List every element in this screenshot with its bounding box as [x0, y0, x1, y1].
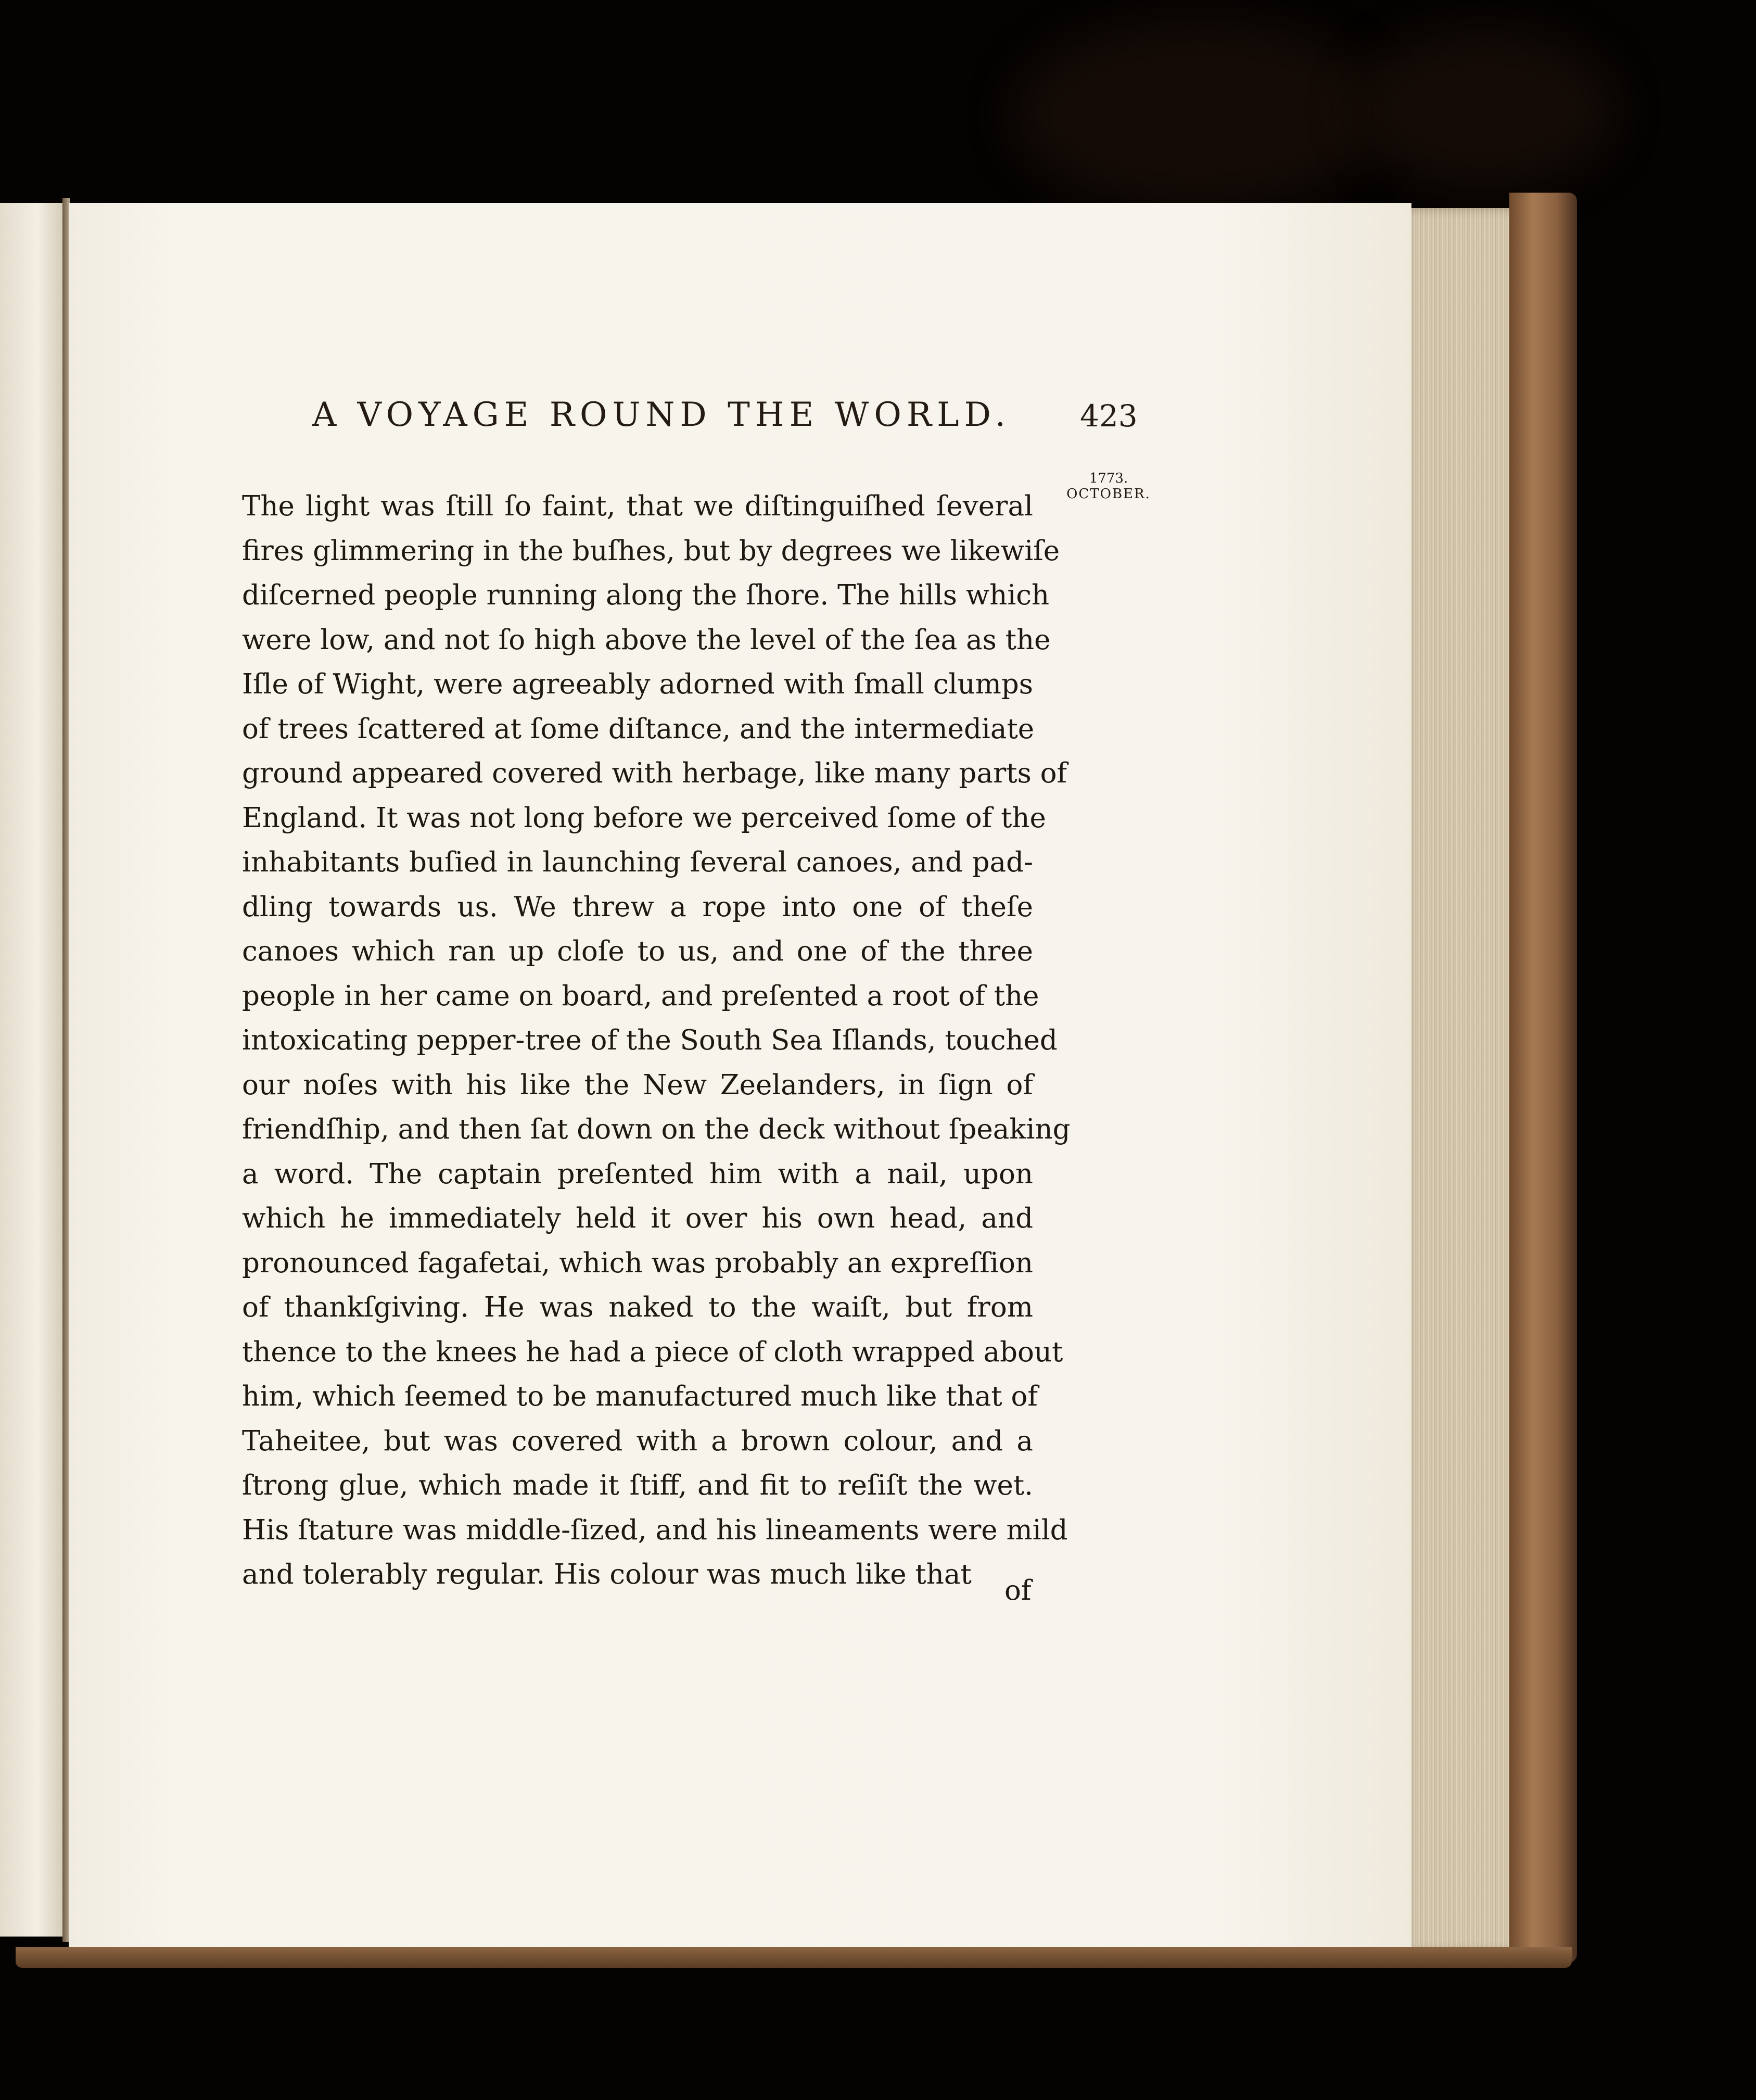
- text-line: people in her came on board, and preſented a root of the: [242, 980, 1039, 1012]
- catchword: of: [1004, 1575, 1032, 1606]
- leather-cover: [1509, 193, 1577, 1963]
- text-line: Iſle of Wight, were agreeably adorned with ſmall clumps: [242, 668, 1033, 700]
- text-line: Taheitee, but was covered with a brown colour, and a: [242, 1425, 1033, 1457]
- body-text: [242, 484, 1071, 1597]
- page-block-edges: [1411, 208, 1526, 1952]
- text-line: pronounced fagafetai, which was probably an expreſſion: [242, 1247, 1033, 1279]
- text-line: which he immediately held it over his own head, and: [242, 1203, 1033, 1234]
- running-title: A VOYAGE ROUND THE WORLD.: [312, 396, 1011, 434]
- text-line: inhabitants buſied in launching ſeveral canoes, and pad-: [242, 846, 1033, 878]
- text-line: The light was ſtill ſo faint, that we diſtinguiſhed ſeveral: [242, 490, 1033, 522]
- text-line: fires glimmering in the buſhes, but by degrees we likewiſe: [242, 535, 1060, 567]
- left-page-edge: [0, 203, 66, 1937]
- text-line: canoes which ran up cloſe to us, and one of the three: [242, 935, 1033, 967]
- text-line: His ſtature was middle-ſized, and his lineaments were mild: [242, 1514, 1068, 1546]
- text-line: ground appeared covered with herbage, like many parts of: [242, 757, 1067, 789]
- marginal-year: 1773.: [1089, 471, 1128, 486]
- text-line: dling towards us. We threw a rope into one of theſe: [242, 891, 1033, 923]
- text-line: friendſhip, and then ſat down on the deck without ſpeaking: [242, 1114, 1071, 1145]
- text-line: a word. The captain preſented him with a nail, upon: [242, 1158, 1033, 1190]
- text-line: him, which ſeemed to be manufactured much like that of: [242, 1381, 1038, 1412]
- text-line: ſtrong glue, which made it ſtiff, and fit to reſiſt the wet.: [242, 1470, 1033, 1501]
- text-line: and tolerably regular. His colour was much like that: [242, 1559, 972, 1590]
- page-number: 423: [1080, 398, 1138, 434]
- text-line: were low, and not ſo high above the level of the ſea as the: [242, 624, 1051, 656]
- cover-bottom-edge: [16, 1947, 1572, 1968]
- text-line: England. It was not long before we perceived ſome of the: [242, 802, 1046, 834]
- marginal-note: [1057, 471, 1161, 502]
- marginal-month: OCTOBER.: [1066, 486, 1151, 502]
- text-line: thence to the knees he had a piece of cloth wrapped about: [242, 1336, 1063, 1368]
- text-line: our noſes with his like the New Zeelanders, in ſign of: [242, 1069, 1033, 1101]
- text-line: diſcerned people running along the ſhore. The hills which: [242, 579, 1050, 611]
- text-line: of trees ſcattered at ſome diſtance, and the intermediate: [242, 713, 1035, 745]
- text-line: intoxicating pepper-tree of the South Sea Iſlands, touched: [242, 1024, 1058, 1056]
- text-line: of thankſgiving. He was naked to the waiſt, but from: [242, 1292, 1033, 1323]
